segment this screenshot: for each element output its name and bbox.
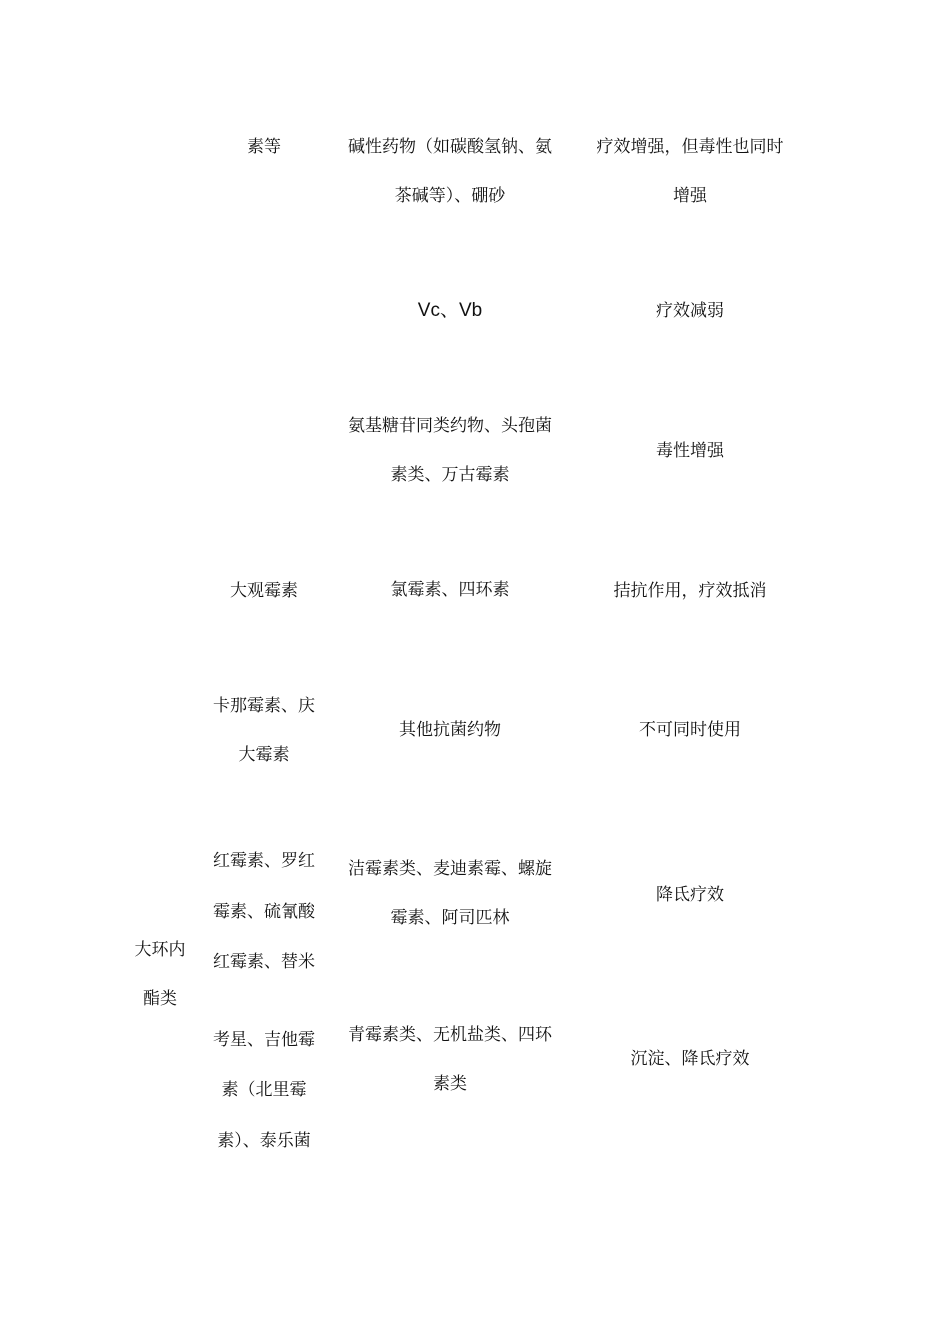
category-cell	[110, 926, 210, 1024]
row2-interacting-drug-cell	[330, 286, 570, 335]
cell-line: 素类、万古霉素	[390, 465, 510, 485]
row6b-effect-cell	[580, 1035, 800, 1084]
row6a-effect-cell	[580, 871, 800, 920]
cell-line: 素类	[433, 1074, 467, 1094]
cell-line: 增强	[673, 186, 707, 206]
cell-line: 氨基糖苷同类约物、头孢菌	[348, 416, 552, 436]
cell-line: 沉淀、降氐疗效	[630, 1049, 750, 1069]
row1-drug-cell	[204, 123, 324, 172]
cell-line: 大环内	[134, 940, 186, 960]
cell-line: 酯类	[143, 989, 177, 1009]
row2-effect-cell	[580, 287, 800, 336]
cell-line: 洁霉素类、麦迪素霉、螺旋	[348, 859, 552, 879]
row5-drug-cell	[204, 682, 324, 780]
cell-line: 红霉素、罗红	[213, 851, 315, 871]
cell-line: 霉素、阿司匹林	[390, 908, 510, 928]
row6b-interacting-drug-cell	[330, 1011, 570, 1109]
cell-line: 红霉素、替米	[213, 952, 315, 972]
row4-interacting-drug-cell	[330, 566, 570, 615]
row4-drug-cell	[204, 567, 324, 616]
cell-line: 不可同时使用	[639, 720, 741, 740]
cell-line	[204, 988, 324, 1015]
row3-interacting-drug-cell	[330, 402, 570, 500]
cell-line: 素等	[247, 137, 281, 157]
cell-line: 卡那霉素、庆	[213, 696, 315, 716]
row6-drug-cell	[204, 836, 324, 1166]
row5-interacting-drug-cell	[330, 706, 570, 755]
cell-line: 素）、泰乐菌	[217, 1130, 311, 1151]
cell-line: 大霉素	[238, 745, 290, 765]
cell-line: 碱性药物（如碳酸氢钠、氨	[348, 137, 552, 157]
row4-effect-cell	[580, 567, 800, 616]
cell-line: 其他抗菌约物	[399, 720, 501, 740]
cell-line: 大观霉素	[230, 581, 298, 601]
cell-line: 疗效减弱	[656, 301, 724, 321]
cell-line: 素（北里霉	[221, 1080, 307, 1100]
cell-line: Vc、Vb	[417, 300, 483, 321]
cell-line: 拮抗作用，疗效抵消	[613, 581, 767, 601]
cell-line: 考星、吉他霉	[213, 1029, 315, 1050]
cell-line: 氯霉素、四环素	[390, 580, 510, 600]
cell-line: 疗效增强，但毒性也同时	[596, 137, 784, 157]
cell-line: 毒性增强	[656, 441, 724, 461]
row5-effect-cell	[580, 706, 800, 755]
row3-effect-cell	[580, 427, 800, 476]
row6a-interacting-drug-cell	[330, 845, 570, 943]
cell-line: 青霉素类、无机盐类、四环	[348, 1025, 552, 1045]
cell-line: 茶碱等）、硼砂	[394, 186, 506, 206]
cell-line: 降氐疗效	[656, 885, 724, 905]
cell-line: 霉素、硫氰酸	[213, 901, 315, 922]
row1-effect-cell	[580, 123, 800, 221]
row1-interacting-drug-cell	[330, 123, 570, 221]
